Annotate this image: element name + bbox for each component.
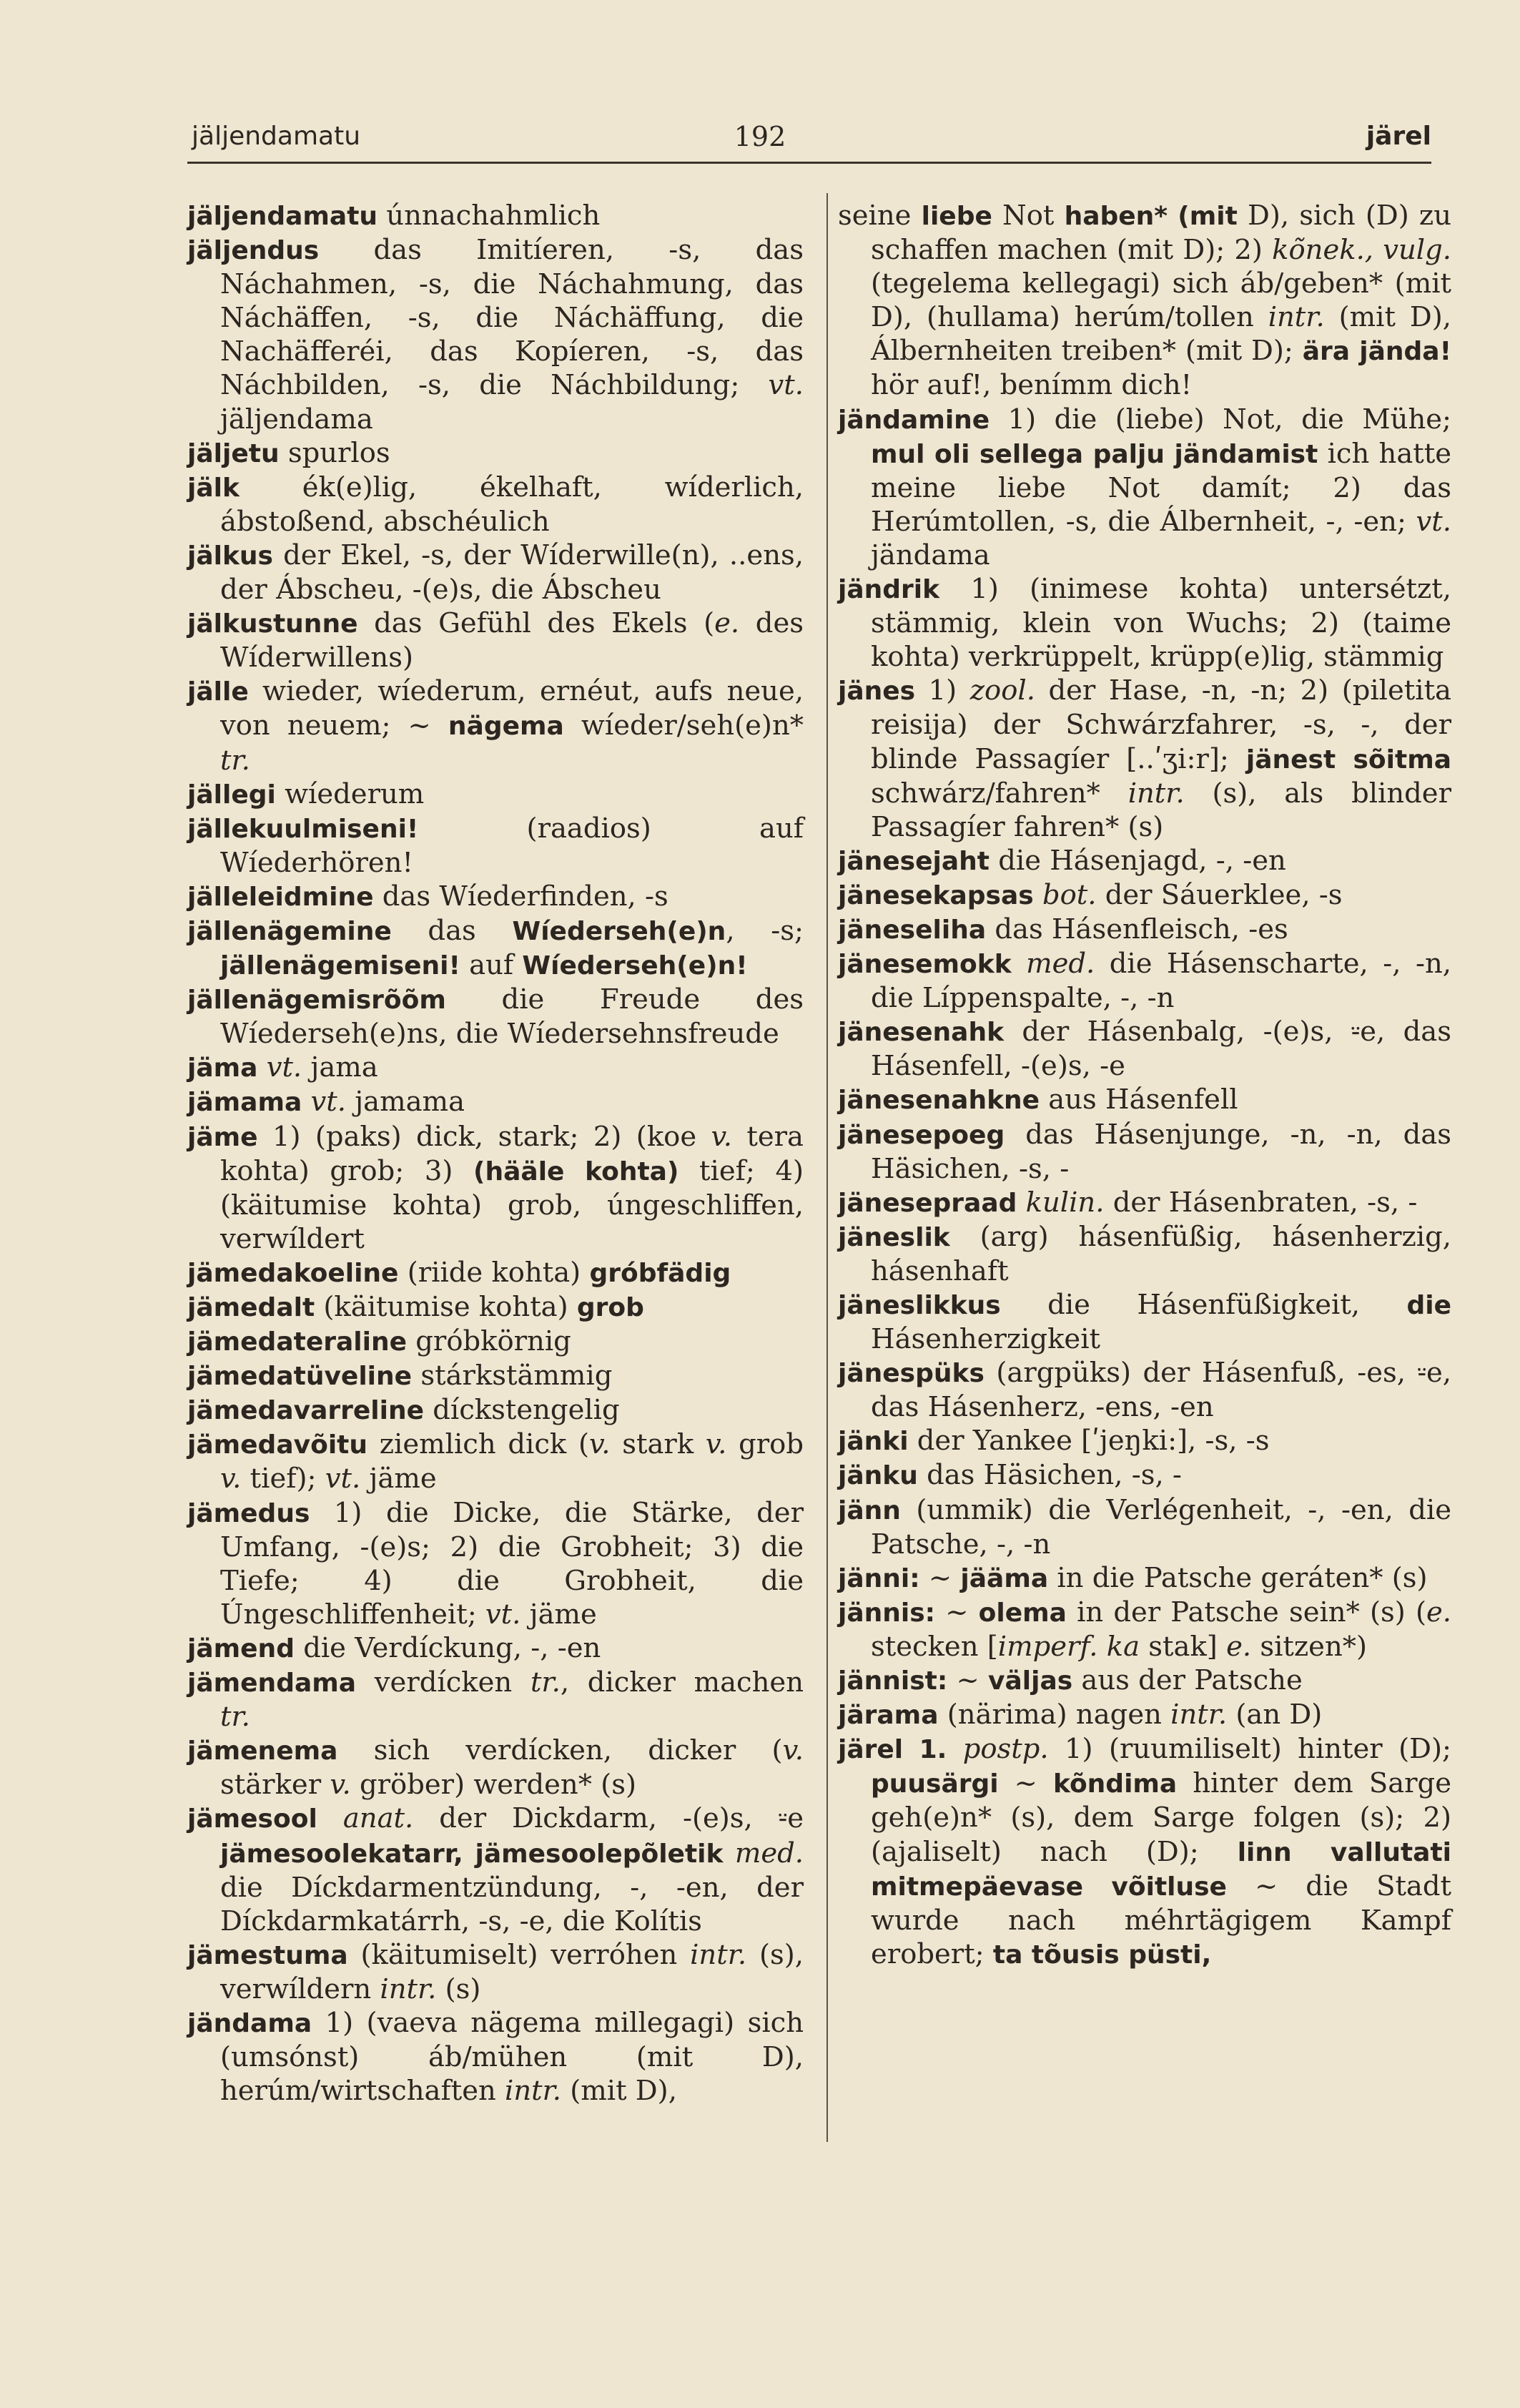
entry-text: die Freude des Wíederseh(e)ns, die Wíedersehnsfreude: [220, 983, 804, 1051]
headword: jämedatüveline: [187, 1362, 413, 1392]
headword: jämedavõitu: [187, 1430, 367, 1460]
entry-text: intr.: [1268, 301, 1325, 334]
dictionary-entry: [838, 1493, 1451, 1561]
entry-text: gróbkörnig: [407, 1325, 571, 1358]
dictionary-entry: [187, 1051, 804, 1085]
headword: jämedavarreline: [187, 1396, 425, 1426]
entry-text: (riide kohta): [398, 1256, 590, 1289]
headword: järel: [838, 1735, 904, 1765]
headword: jänesejaht: [838, 846, 990, 876]
entry-text: (mit D), Álbernheiten treiben* (mit D);: [871, 301, 1451, 368]
headword: jänesenahk: [838, 1018, 1005, 1048]
entry-text: das Imitíeren, -s, das Náchahmen, -s, die Náchahmung, das Náchäffen, -s, die Náchäffung, die Nachäfferéi, das Kopíeren, -s, das Náchbilden, -s, die Náchbildung;: [220, 234, 804, 402]
dictionary-entry: [187, 2006, 804, 2108]
entry-text: e.: [1426, 1596, 1451, 1628]
dictionary-entry: [838, 1664, 1451, 1698]
header-rule: [187, 162, 1431, 164]
dictionary-entry: [838, 1458, 1451, 1493]
dictionary-entry: [187, 914, 804, 983]
dictionary-entry: [187, 199, 804, 233]
right-column: [838, 199, 1451, 1972]
entry-text: die Díckdarmentzündung, -, -en, der Díckdarmkatárrh, -s, -e, die Kolítis: [220, 1871, 804, 1937]
dictionary-entry: [187, 1938, 804, 2006]
entry-text: der Sáuerklee, -s: [1096, 878, 1343, 911]
entry-text: des Wíderwillens): [220, 607, 804, 674]
entry-text: zool.: [969, 674, 1035, 707]
entry-text: mul oli sellega palju jändamist: [871, 439, 1318, 469]
headword: jänku: [838, 1461, 918, 1491]
entry-text: [723, 1837, 734, 1869]
entry-text: der Yankee [ʹjeŋki:], -s, -s: [908, 1425, 1270, 1458]
entry-text: tief);: [241, 1463, 325, 1495]
entry-text: das Hásenfleisch, -es: [986, 913, 1288, 945]
entry-text: ära jända!: [1302, 337, 1451, 367]
entry-text: (käitumiselt) verróhen: [347, 1938, 691, 1971]
entry-text: kohta): [585, 1156, 679, 1186]
entry-text: v.: [330, 1769, 351, 1802]
headword: jänesemokk: [838, 950, 1012, 980]
dictionary-entry: [187, 777, 804, 812]
entry-text: wieder, wíederum, ernéut, aufs neue, von neuem; ~: [220, 675, 804, 742]
entry-text: intr.: [690, 1938, 747, 1971]
entry-text: únnachahmlich: [377, 200, 601, 232]
left-column: [187, 199, 804, 2108]
entry-text: jamama: [345, 1086, 465, 1119]
entry-text: verdícken: [356, 1666, 530, 1699]
entry-text: väljas: [988, 1666, 1073, 1696]
headword: jäljetu: [187, 438, 280, 468]
entry-text: jäljendama: [220, 403, 373, 436]
entry-text: v.: [705, 1428, 727, 1461]
entry-text: jällenägemiseni!: [220, 951, 460, 981]
entry-text: tr.: [220, 1701, 250, 1734]
entry-text: (hääle: [473, 1156, 565, 1186]
entry-text: linn vallutati mitmepäevase võitluse: [871, 1837, 1451, 1902]
entry-text: tr.: [220, 744, 250, 777]
dictionary-entry: [187, 1290, 804, 1325]
entry-text: spurlos: [279, 436, 390, 469]
entry-text: ~: [935, 1596, 979, 1628]
entry-text: e.: [1226, 1630, 1252, 1663]
entry-text: vt.: [310, 1086, 346, 1119]
dictionary-entry: [838, 947, 1451, 1015]
dictionary-entry: [838, 1220, 1451, 1288]
dictionary-entry: [838, 1698, 1451, 1732]
entry-text: bot.: [1042, 878, 1097, 911]
dictionary-entry: [838, 1288, 1451, 1356]
entry-text: [564, 1155, 585, 1187]
dictionary-entry: [187, 1734, 804, 1802]
entry-text: das: [391, 914, 513, 947]
dictionary-entry: [187, 1256, 804, 1290]
entry-text: das Häsichen, -s, -: [917, 1459, 1182, 1492]
entry-text: wíeder/seh(e)n*: [563, 709, 804, 742]
entry-text: ~: [947, 1664, 989, 1697]
entry-text: sitzen*): [1251, 1630, 1368, 1663]
dictionary-entry: [187, 1666, 804, 1734]
headword: jändamine: [838, 405, 990, 435]
headword: jänes: [838, 677, 916, 707]
entry-text: auf: [460, 949, 523, 982]
headword: jänespüks: [838, 1359, 984, 1389]
headword: jäljendamatu: [187, 202, 378, 231]
entry-text: 1) die Dicke, die Stärke, der Umfang, -(e)s; 2) die Grobheit; 3) die Tiefe; 4) die Grobheit, die Úngeschliffenheit;: [220, 1496, 804, 1631]
entry-text: (mit D),: [561, 2075, 677, 2108]
entry-text: der Dickdarm, -(e)s, ⸚e: [413, 1802, 804, 1835]
entry-text: [257, 1051, 266, 1083]
headword: jänesenahkne: [838, 1086, 1040, 1116]
dictionary-entry: [187, 471, 804, 539]
entry-text: hör auf!, benímm dich!: [871, 369, 1193, 402]
dictionary-entry: [187, 812, 804, 880]
entry-text: v.: [220, 1463, 242, 1495]
entry-text: Wíederseh(e)n!: [522, 951, 748, 981]
entry-text: sich verdícken, dicker (: [337, 1734, 783, 1767]
entry-text: die Hásenfüßigkeit,: [1000, 1289, 1407, 1321]
dictionary-entry: [838, 1732, 1451, 1972]
dictionary-entry: [838, 1561, 1451, 1596]
entry-text: haben*: [1064, 202, 1168, 231]
entry-text: wíederum: [275, 777, 425, 810]
entry-text: der Hásenbraten, -s, -: [1104, 1186, 1418, 1219]
entry-text: intr.: [1127, 777, 1185, 810]
dictionary-entry: [187, 233, 804, 436]
entry-text: ~: [919, 1561, 961, 1594]
entry-text: gröber) werden* (s): [350, 1769, 636, 1802]
entry-text: kulin.: [1025, 1186, 1105, 1219]
entry-text: die Hásenjagd, -, -en: [990, 844, 1286, 877]
headword: jänesekapsas: [838, 880, 1034, 910]
dictionary-entry: [838, 1083, 1451, 1117]
headword: jämestuma: [187, 1940, 348, 1970]
entry-text: jääma: [960, 1563, 1049, 1593]
dictionary-entry: [838, 1118, 1451, 1186]
dictionary-entry: [838, 844, 1451, 878]
entry-text: die Verdíckung, -, -en: [294, 1631, 601, 1664]
headword: jäneseliha: [838, 915, 987, 945]
running-head-right: järel: [1366, 122, 1431, 151]
entry-text: [302, 1086, 310, 1118]
entry-text: vt.: [768, 369, 804, 402]
entry-text: e.: [714, 607, 740, 640]
entry-text: tr.: [530, 1666, 561, 1699]
entry-text: olema: [978, 1598, 1067, 1628]
entry-text: (s), als blinder Passagíer fahren* (s): [871, 777, 1451, 843]
dictionary-entry: [187, 1496, 804, 1631]
entry-text: [1017, 1186, 1025, 1219]
dictionary-entry: [187, 1393, 804, 1427]
dictionary-entry: [838, 1015, 1451, 1083]
entry-text: [947, 1733, 962, 1765]
entry-text: [903, 1733, 919, 1765]
entry-text: intr.: [1170, 1699, 1228, 1731]
entry-text: 1) (paks) dick, stark; 2) (koe: [257, 1120, 711, 1153]
entry-text: das Wíederfinden, -s: [373, 880, 668, 913]
entry-text: 1): [915, 674, 970, 707]
entry-text: (s), verwíldern: [220, 1938, 804, 2005]
dictionary-entry: [187, 1631, 804, 1666]
entry-text: der Ekel, -s, der Wíderwille(n), ..ens, der Ábscheu, -(e)s, die Ábscheu: [220, 539, 804, 606]
entry-text: grob: [726, 1428, 804, 1461]
entry-text: grob: [576, 1293, 644, 1322]
entry-text: ék(e)lig, ékelhaft, wíderlich, ábstoßend, abschéulich: [220, 471, 804, 538]
dictionary-entry: [838, 1356, 1451, 1424]
dictionary-entry: [187, 1802, 804, 1937]
dictionary-entry: [187, 1325, 804, 1359]
headword: jälkus: [187, 541, 273, 571]
entry-text: Hásenherzigkeit: [871, 1323, 1100, 1356]
entry-text: postp.: [962, 1733, 1049, 1766]
entry-text: in die Patsche geráten* (s): [1048, 1561, 1428, 1594]
dictionary-entry: [187, 674, 804, 777]
dictionary-entry: [187, 983, 804, 1051]
entry-text: med.: [1026, 948, 1095, 981]
entry-text: hinter dem Sarge geh(e)n* (s), dem Sarge folgen (s); 2) (ajaliselt) nach (D);: [871, 1767, 1451, 1868]
entry-text: gróbfädig: [589, 1258, 731, 1288]
entry-text: der Hase, -n, -n; 2) (piletita reisija) der Schwárzfahrer, -s, -, der blinde Passagíer [..ʹʒi:r];: [871, 674, 1451, 775]
headword: jännis:: [838, 1598, 936, 1628]
entry-text: med.: [734, 1837, 804, 1869]
entry-text: [317, 1802, 343, 1834]
entry-text: v.: [782, 1734, 804, 1767]
headword: jämedakoeline: [187, 1258, 399, 1288]
entry-text: stecken [: [871, 1630, 998, 1663]
entry-text: vt.: [325, 1463, 361, 1495]
headword: jällenägemine: [187, 916, 392, 946]
headword: jälle: [187, 677, 249, 707]
dictionary-entry: [838, 1596, 1451, 1664]
dictionary-entry: [187, 1427, 804, 1495]
headword: jäma: [187, 1053, 258, 1083]
entry-text: stark: [610, 1428, 706, 1461]
entry-text: das Hásenjunge, -n, -n, das Häsichen, -s, -: [871, 1118, 1451, 1185]
headword: järama: [838, 1701, 939, 1731]
entry-text: jama: [302, 1051, 378, 1084]
entry-text: jäme: [360, 1463, 437, 1495]
entry-text: intr.: [505, 2075, 562, 2108]
entry-text: ~ die Stadt wurde nach méhrtägigem Kampf erobert;: [871, 1869, 1451, 1970]
headword: jäme: [187, 1122, 258, 1152]
entry-text: D), sich (D) zu schaffen machen (mit D); 2): [871, 200, 1451, 267]
headword: jäneslik: [838, 1222, 950, 1252]
entry-text: aus Hásenfell: [1040, 1083, 1238, 1116]
entry-text: , -s;: [726, 914, 804, 947]
entry-text: das Gefühl des Ekels (: [357, 607, 715, 640]
entry-text: jämesoolekatarr, jämesoolepõletik: [220, 1839, 724, 1869]
headword: jälleleidmine: [187, 882, 374, 912]
entry-text: (mit: [1178, 202, 1238, 231]
dictionary-entry: [838, 199, 1451, 403]
entry-text: (s): [436, 1972, 481, 2005]
dictionary-entry: [187, 539, 804, 606]
headword: jäneslikkus: [838, 1291, 1001, 1320]
entry-text: 1) (ruumiliselt) hinter (D);: [1048, 1733, 1451, 1766]
entry-text: [1168, 200, 1178, 232]
entry-text: schwárz/fahren*: [871, 777, 1128, 810]
entry-text: , dicker machen: [560, 1666, 804, 1699]
entry-text: tief; 4) (käitumise kohta) grob, úngeschliffen, verwíldert: [220, 1154, 804, 1255]
dictionary-entry: [838, 403, 1451, 572]
dictionary-entry: [187, 880, 804, 914]
entry-text: (argpüks) der Hásenfuß, -es, ⸚e, das Hásenherz, -ens, -en: [871, 1357, 1451, 1424]
headword: jälk: [187, 473, 240, 503]
entry-text: [1012, 948, 1026, 980]
running-head-left: jäljendamatu: [192, 122, 361, 151]
headword: jämedalt: [187, 1293, 315, 1322]
headword: jällenägemisrõõm: [187, 986, 446, 1016]
headword: jänn: [838, 1495, 901, 1525]
entry-text: (tegelema kellegagi) sich áb/geben* (mit D), (hullama) herúm/tollen: [871, 267, 1451, 334]
dictionary-entry: [187, 436, 804, 471]
headword: jämenema: [187, 1736, 338, 1766]
entry-text: anat.: [342, 1802, 414, 1835]
headword: jändama: [187, 2008, 312, 2038]
headword: jändrik: [838, 575, 940, 605]
dictionary-entry: [838, 1424, 1451, 1458]
entry-text: nägema: [448, 712, 564, 742]
entry-text: stárkstämmig: [412, 1360, 613, 1392]
entry-text: jänest sõitma: [1245, 744, 1451, 775]
entry-text: die Hásenscharte, -, -n, die Líppenspalte, -, -n: [871, 948, 1451, 1015]
entry-text: in der Patsche sein* (s) (: [1066, 1596, 1426, 1628]
entry-text: puusärgi: [871, 1769, 999, 1799]
dictionary-entry: [187, 606, 804, 674]
entry-text: 1) die (liebe) Not, die Mühe;: [990, 403, 1451, 436]
entry-text: seine: [838, 200, 922, 232]
dictionary-entry: [187, 1120, 804, 1256]
headword: jäljendus: [187, 236, 320, 266]
entry-text: liebe: [921, 202, 992, 231]
entry-text: (an D): [1227, 1699, 1323, 1731]
entry-text: Not: [992, 200, 1065, 232]
entry-text: vt.: [485, 1598, 521, 1631]
entry-text: aus der Patsche: [1072, 1664, 1303, 1697]
entry-text: imperf. ka: [997, 1630, 1140, 1663]
entry-text: jändama: [871, 539, 990, 571]
dictionary-entry: [187, 1359, 804, 1393]
headword: jälkustunne: [187, 609, 358, 639]
entry-text: (närima) nagen: [938, 1699, 1171, 1731]
entry-text: ta tõusis püsti,: [992, 1940, 1212, 1970]
entry-text: kõndima: [1052, 1769, 1178, 1799]
headword: jännist:: [838, 1666, 948, 1696]
entry-text: (käitumise kohta): [315, 1291, 577, 1323]
entry-text: ~: [998, 1767, 1053, 1800]
entry-text: 1.: [919, 1735, 947, 1765]
headword: jällekuulmiseni!: [187, 814, 419, 844]
column-divider: [826, 193, 828, 2142]
dictionary-entry: [838, 913, 1451, 947]
entry-text: díckstengelig: [424, 1394, 620, 1427]
headword: jänki: [838, 1427, 909, 1457]
entry-text: kõnek., vulg.: [1272, 234, 1452, 267]
headword: jämama: [187, 1088, 302, 1118]
entry-text: stärker: [220, 1769, 330, 1802]
entry-text: tera kohta) grob; 3): [220, 1120, 804, 1187]
headword: jämesool: [187, 1804, 317, 1834]
entry-text: v.: [589, 1428, 611, 1461]
entry-text: intr.: [380, 1972, 437, 2005]
headword: jänesepraad: [838, 1188, 1017, 1218]
headword: jämedus: [187, 1498, 310, 1528]
entry-text: (arg) hásenfüßig, hásenherzig, hásenhaft: [871, 1220, 1451, 1287]
dictionary-entry: [838, 572, 1451, 674]
entry-text: 1) (inimese kohta) untersétzt, stämmig, klein von Wuchs; 2) (taime kohta) verkrüppelt, krüpp(e)lig, stämmig: [871, 573, 1451, 674]
headword: jämedateraline: [187, 1327, 408, 1357]
page-number: 192: [734, 121, 786, 152]
entry-text: Wíederseh(e)n: [512, 916, 726, 946]
entry-text: (raadios) auf Wíederhören!: [220, 812, 804, 879]
dictionary-entry: [838, 878, 1451, 913]
entry-text: die: [1406, 1291, 1451, 1320]
entry-text: ich hatte meine liebe Not damít; 2) das Herúmtollen, -s, die Álbernheit, -, -en;: [871, 437, 1452, 538]
dictionary-entry: [838, 674, 1451, 843]
entry-text: stak]: [1140, 1630, 1227, 1663]
headword: jänni:: [838, 1563, 920, 1593]
headword: jämendama: [187, 1669, 357, 1699]
entry-text: der Hásenbalg, -(e)s, ⸚e, das Hásenfell, -(e)s, -e: [871, 1016, 1451, 1083]
dictionary-entry: [187, 1085, 804, 1119]
entry-text: ziemlich dick (: [367, 1428, 590, 1461]
dictionary-entry: [838, 1186, 1451, 1220]
entry-text: vt.: [1416, 505, 1451, 538]
entry-text: [1034, 879, 1042, 911]
entry-text: jäme: [520, 1598, 597, 1631]
headword: jänesepoeg: [838, 1120, 1005, 1150]
headword: jämend: [187, 1633, 295, 1664]
entry-text: v.: [711, 1120, 732, 1153]
entry-text: (ummik) die Verlégenheit, -, -en, die Patsche, -, -n: [871, 1493, 1451, 1561]
entry-text: 1) (vaeva nägema millegagi) sich (umsónst) áb/mühen (mit D), herúm/wirtschaften: [220, 2006, 804, 2108]
entry-text: vt.: [266, 1051, 302, 1084]
headword: jällegi: [187, 780, 276, 810]
